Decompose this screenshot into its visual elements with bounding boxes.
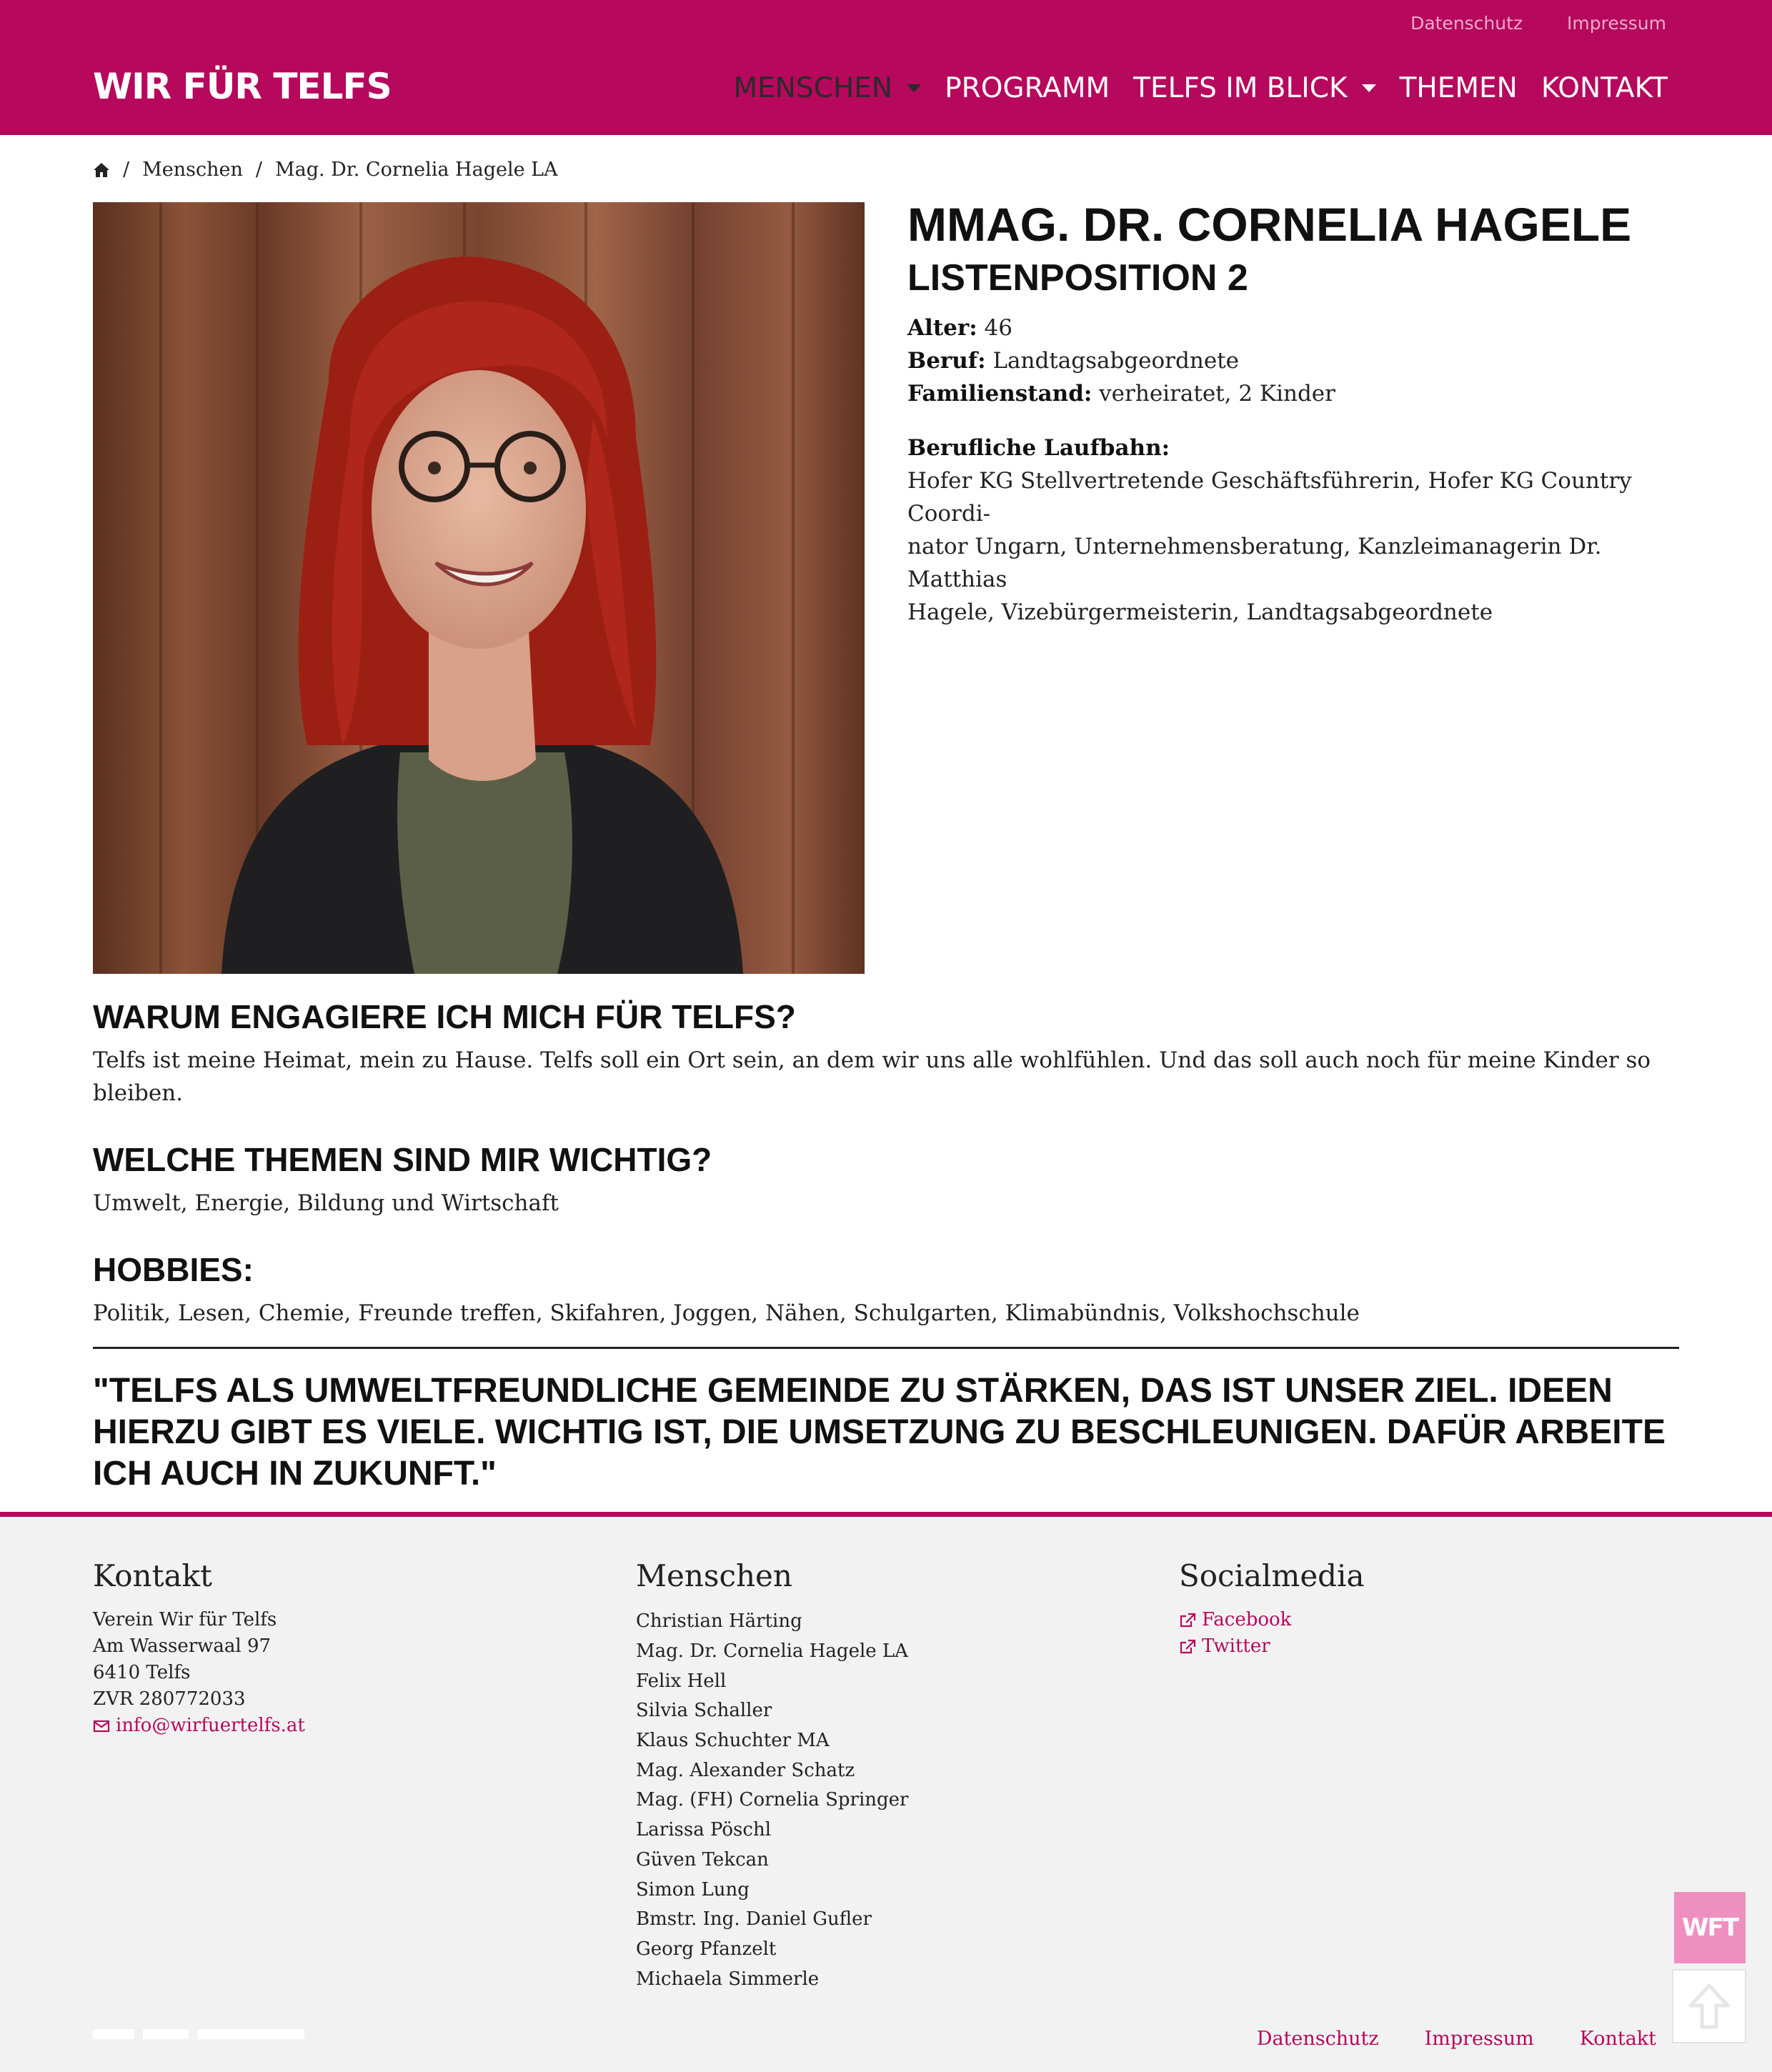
email-link[interactable] (93, 1713, 305, 1739)
quote-line: HIERZU GIBT ES VIELE. WICHTIG IST, DIE UMSETZUNG ZU BESCHLEUNIGEN. DAFÜR ARBEITE (93, 1413, 1666, 1451)
person-link[interactable]: Bmstr. Ing. Daniel Gufler (636, 1908, 872, 1931)
person-link[interactable]: Georg Pfanzelt (636, 1938, 777, 1960)
footer-bottom-links (1257, 2028, 1656, 2050)
fact-value: Landtagsabgeordnete (992, 348, 1239, 374)
person-link[interactable]: Simon Lung (636, 1878, 750, 1901)
content-sections (93, 997, 1679, 1495)
fact-label: Beruf: (907, 348, 986, 374)
career-line: Hagele, Vizebürgermeisterin, Landtagsabgeordnete (907, 599, 1493, 626)
nav-item-telfs-im-blick[interactable] (1133, 74, 1375, 102)
fact-label: Alter: (907, 315, 977, 342)
breadcrumb-current: Mag. Dr. Cornelia Hagele LA (274, 159, 558, 181)
breadcrumb-separator: / (255, 159, 262, 181)
caret-down-icon (907, 84, 921, 92)
nav-label: MENSCHEN (733, 72, 893, 104)
person-facts (907, 312, 1686, 410)
person-link[interactable]: Felix Hell (636, 1670, 727, 1692)
footer-heading: Menschen (636, 1558, 792, 1593)
email-text: info@wirfuertelfs.at (116, 1715, 305, 1737)
career-text (907, 464, 1686, 629)
footer-logo[interactable] (93, 2028, 304, 2041)
person-link[interactable]: Klaus Schuchter MA (636, 1730, 830, 1751)
nav-item-menschen[interactable] (734, 74, 922, 102)
fact-age (907, 312, 1686, 344)
quote-line: ICH AUCH IN ZUKUNFT." (93, 1455, 497, 1493)
nav-label: PROGRAMM (945, 72, 1110, 104)
address-line: 6410 Telfs (93, 1662, 191, 1684)
arrow-up-icon (1688, 1983, 1731, 2030)
portrait-photo (93, 202, 865, 974)
person-link[interactable]: Mag. Alexander Schatz (636, 1759, 855, 1781)
why-heading: WARUM ENGAGIERE ICH MICH FÜR TELFS? (93, 998, 796, 1035)
career-line: Hofer KG Stellvertretende Geschäftsführerin, Hofer KG Country Coordi- (907, 468, 1632, 527)
person-link[interactable]: Güven Tekcan (636, 1848, 769, 1871)
top-link-impressum[interactable]: Impressum (1567, 13, 1666, 34)
nav-item-themen[interactable] (1400, 74, 1518, 102)
fact-family (907, 377, 1686, 410)
bottom-link-datenschutz[interactable]: Datenschutz (1256, 2028, 1379, 2050)
top-links (1410, 13, 1666, 34)
divider (93, 1347, 1679, 1349)
site-logo[interactable]: WIR FÜR TELFS (93, 66, 392, 107)
quote-line: "TELFS ALS UMWELTFREUNDLICHE GEMEINDE ZU STÄRKEN, DAS IST UNSER ZIEL. IDEEN (93, 1372, 1613, 1410)
topics-text: Umwelt, Energie, Bildung und Wirtschaft (93, 1190, 559, 1216)
person-link[interactable]: Larissa Pöschl (636, 1819, 772, 1841)
career-line: nator Ungarn, Unternehmensberatung, Kanzleimanagerin Dr. Matthias (907, 534, 1602, 593)
bottom-link-kontakt[interactable]: Kontakt (1579, 2028, 1656, 2050)
footer-contact (93, 1560, 305, 1739)
breadcrumb-menschen[interactable]: Menschen (142, 159, 243, 181)
breadcrumb (93, 159, 558, 181)
list-position: LISTENPOSITION 2 (907, 257, 1248, 299)
footer-people (636, 1560, 908, 1994)
fact-value: 46 (984, 315, 1012, 342)
person-link[interactable]: Michaela Simmerle (636, 1968, 820, 1990)
fact-label: Familienstand: (907, 381, 1092, 407)
person-name: MMAG. DR. CORNELIA HAGELE (907, 198, 1632, 251)
person-link[interactable]: Silvia Schaller (636, 1700, 772, 1722)
fact-job (907, 344, 1686, 377)
hobbies-text: Politik, Lesen, Chemie, Freunde treffen, Skifahren, Joggen, Nähen, Schulgarten, Klimabündnis, Volkshochschule (93, 1300, 1360, 1326)
top-link-datenschutz[interactable]: Datenschutz (1410, 13, 1523, 34)
address-line: Am Wasserwaal 97 (93, 1635, 272, 1658)
fact-value: verheiratet, 2 Kinder (1099, 381, 1335, 407)
career-heading: Berufliche Laufbahn: (907, 435, 1170, 462)
person-link[interactable]: Christian Härting (636, 1610, 802, 1633)
footer-heading: Kontakt (93, 1558, 212, 1593)
person-link[interactable]: Mag. (FH) Cornelia Springer (636, 1789, 909, 1811)
site-header (0, 0, 1772, 135)
facebook-link[interactable] (1179, 1607, 1365, 1633)
nav-item-kontakt[interactable] (1541, 74, 1668, 102)
bottom-link-impressum[interactable]: Impressum (1424, 2028, 1534, 2050)
facebook-label: Facebook (1202, 1609, 1292, 1631)
external-link-icon (1179, 1613, 1196, 1628)
home-icon[interactable] (93, 162, 110, 178)
main-nav (710, 74, 1668, 102)
twitter-link[interactable] (1179, 1633, 1365, 1660)
profile-info (907, 200, 1686, 629)
wft-badge[interactable]: WFT (1674, 1892, 1746, 1963)
nav-label: THEMEN (1399, 72, 1518, 104)
scroll-to-top-button[interactable] (1672, 1969, 1746, 2043)
address-line: ZVR 280772033 (93, 1688, 246, 1710)
envelope-icon (93, 1718, 110, 1734)
footer-heading: Socialmedia (1179, 1558, 1365, 1593)
hobbies-heading: HOBBIES: (93, 1251, 254, 1288)
quote (93, 1370, 1679, 1495)
external-link-icon (1179, 1639, 1196, 1655)
why-text: Telfs ist meine Heimat, mein zu Hause. Telfs soll ein Ort sein, an dem wir uns alle wohlfühlen. Und das soll auch noch für meine Kinder so bleiben. (93, 1047, 1651, 1106)
breadcrumb-separator: / (123, 159, 130, 181)
topics-heading: WELCHE THEMEN SIND MIR WICHTIG? (93, 1141, 712, 1178)
footer-social (1179, 1560, 1365, 1660)
address-line: Verein Wir für Telfs (93, 1609, 277, 1631)
nav-label: KONTAKT (1540, 72, 1668, 104)
site-footer (0, 1512, 1772, 2072)
nav-item-programm[interactable] (945, 74, 1110, 102)
twitter-label: Twitter (1202, 1635, 1270, 1658)
person-link[interactable]: Mag. Dr. Cornelia Hagele LA (636, 1640, 908, 1662)
nav-label: TELFS IM BLICK (1133, 72, 1348, 104)
caret-down-icon (1362, 84, 1376, 92)
